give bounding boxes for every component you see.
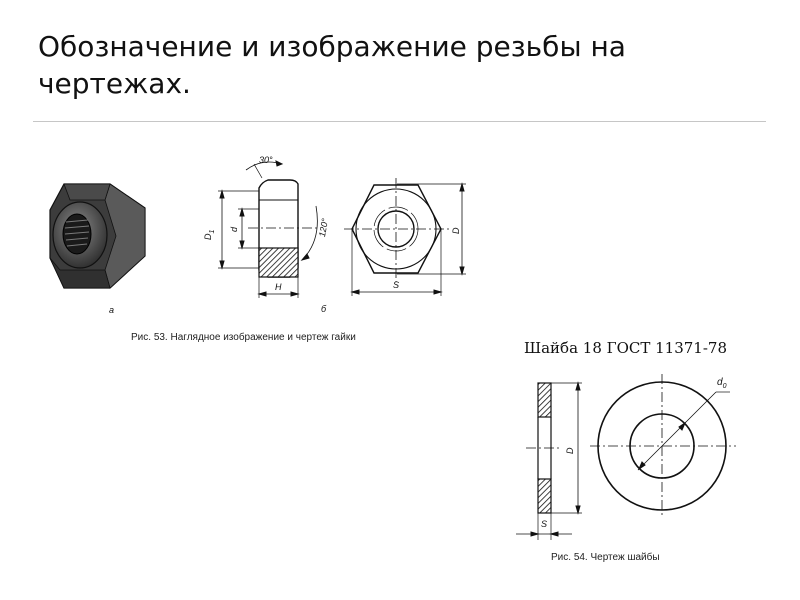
washer-designation: Шайба 18 ГОСТ 11371-78 bbox=[524, 339, 728, 357]
washer-front-view bbox=[590, 374, 736, 518]
washer-side-view bbox=[516, 383, 582, 540]
dim-d-label: d bbox=[229, 226, 239, 232]
fig54-caption: Рис. 54. Чертеж шайбы bbox=[551, 552, 660, 563]
washer-dim-s-label: S bbox=[541, 519, 548, 529]
washer-dim-d0-label: $d_0$ bbox=[717, 377, 727, 390]
nut-top-view bbox=[344, 178, 466, 296]
dim-h-label: H bbox=[275, 282, 282, 292]
dim-D-label: D bbox=[451, 227, 461, 234]
fig53-label-b: б bbox=[321, 304, 327, 314]
dim-s-label: S bbox=[393, 280, 400, 290]
fig53-label-a: а bbox=[109, 305, 115, 315]
nut-pictorial bbox=[50, 184, 145, 288]
dim-d1-label: $D_1$ bbox=[203, 229, 216, 240]
slide-title: Обозначение и изображение резьбы на чертежах. bbox=[38, 30, 626, 100]
angle-30-label: 30° bbox=[259, 155, 273, 165]
washer-dim-D-label: D bbox=[565, 447, 575, 454]
fig53-caption: Рис. 53. Наглядное изображение и чертеж гайки bbox=[131, 332, 356, 343]
angle-120-label: 120° bbox=[317, 217, 331, 238]
